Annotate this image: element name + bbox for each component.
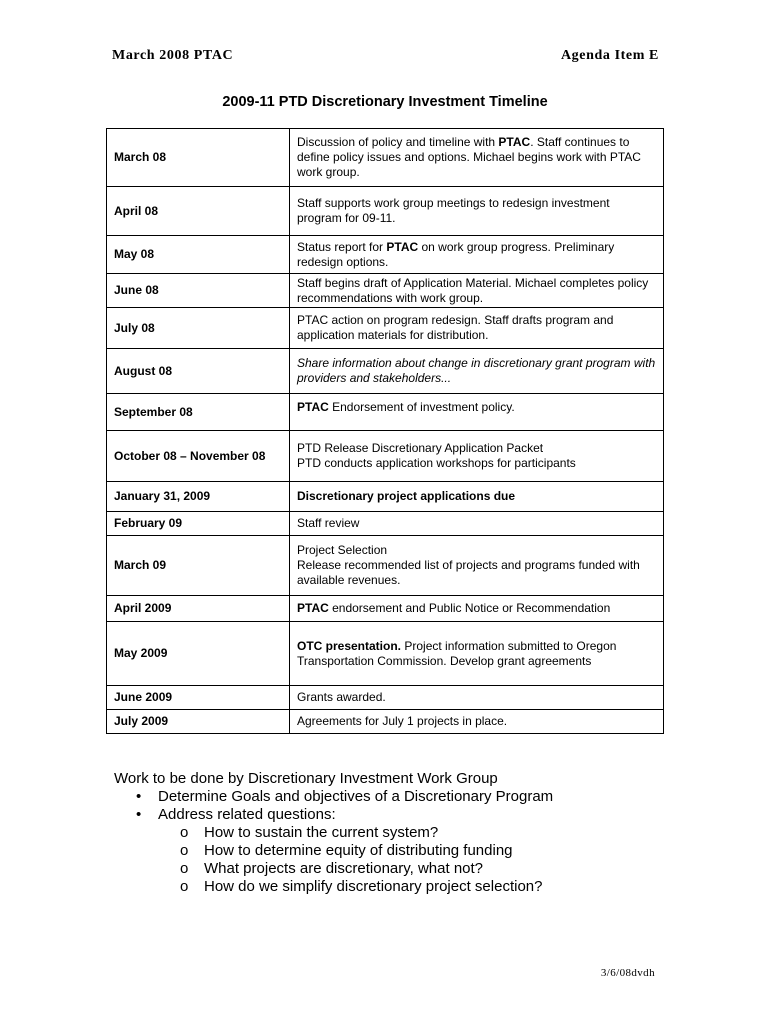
work-item-text: Determine Goals and objectives of a Discretionary Program [158, 788, 554, 805]
description-segment: PTAC [498, 135, 531, 149]
work-section [114, 770, 553, 896]
description-segment: on work group progress. Preliminary redesign options. [297, 239, 615, 269]
bullet-icon: • [136, 806, 142, 823]
description-segment: Staff supports work group meetings to redesign investment program for 09-11. [297, 196, 610, 225]
work-heading: Work to be done by Discretionary Investment Work Group [114, 770, 498, 787]
timeline-description [290, 236, 664, 274]
timeline-row [107, 431, 664, 482]
description-segment: PTD Release Discretionary Application Packet [297, 441, 544, 455]
description-segment: Share information about change in discretionary grant program with providers and stakeholders... [297, 356, 656, 385]
description-segment: Staff review [297, 516, 360, 530]
sub-bullet-icon: o [180, 878, 189, 895]
timeline-date: January 31, 2009 [107, 482, 290, 512]
timeline-date: September 08 [107, 394, 290, 431]
timeline-description [290, 129, 664, 187]
question-text: How to sustain the current system? [204, 824, 439, 841]
timeline-description [290, 187, 664, 236]
description-segment: . Staff continues to define policy issues and options. Michael begins work with PTAC work group. [297, 135, 641, 179]
timeline-date: July 08 [107, 308, 290, 349]
timeline-description [290, 536, 664, 596]
question-item [114, 878, 553, 896]
timeline-row [107, 512, 664, 536]
timeline-date: May 08 [107, 236, 290, 274]
timeline-row [107, 129, 664, 187]
description-segment: Project Selection [297, 543, 388, 557]
description-segment: Endorsement of investment policy. [328, 400, 515, 414]
timeline-description [290, 596, 664, 622]
timeline-description [290, 431, 664, 482]
description-segment: Release recommended list of projects and programs funded with available revenues. [297, 558, 640, 587]
description-segment: Discretionary project applications due [297, 489, 516, 503]
work-item [114, 788, 553, 806]
question-text: How to determine equity of distributing funding [204, 842, 513, 859]
description-segment: Project information submitted to Oregon Transportation Commission. Develop grant agreements [297, 638, 617, 668]
question-text: How do we simplify discretionary project selection? [204, 878, 543, 895]
timeline-row [107, 536, 664, 596]
timeline-row [107, 308, 664, 349]
work-item-text: Address related questions: [158, 806, 336, 823]
description-segment: endorsement and Public Notice or Recommendation [328, 601, 611, 615]
page-title: 2009-11 PTD Discretionary Investment Timeline [222, 94, 548, 110]
timeline-description [290, 274, 664, 308]
description-segment: PTAC [297, 400, 329, 414]
timeline-date: August 08 [107, 349, 290, 394]
description-segment: Grants awarded. [297, 690, 386, 704]
description-segment: OTC presentation. [297, 638, 402, 653]
description-segment: Status report for [297, 239, 387, 254]
timeline-description [290, 482, 664, 512]
timeline-description [290, 308, 664, 349]
sub-bullet-icon: o [180, 824, 189, 841]
description-segment: Agreements for July 1 projects in place. [297, 714, 508, 728]
bullet-icon: • [136, 788, 142, 805]
question-item [114, 842, 553, 860]
work-list [114, 788, 553, 896]
work-item [114, 806, 553, 824]
timeline-date: April 08 [107, 187, 290, 236]
timeline-row [107, 349, 664, 394]
description-segment: PTAC [386, 239, 419, 254]
timeline-table [106, 128, 664, 734]
timeline-row [107, 596, 664, 622]
timeline-date: March 09 [107, 536, 290, 596]
description-segment: PTAC action on program redesign. Staff drafts program and application materials for distribution. [297, 313, 614, 342]
timeline-description [290, 686, 664, 710]
timeline-description [290, 622, 664, 686]
timeline-date: July 2009 [107, 710, 290, 734]
sub-bullet-icon: o [180, 842, 189, 859]
timeline-description [290, 512, 664, 536]
description-segment: Staff begins draft of Application Material. Michael completes policy recommendations with work group. [297, 275, 649, 305]
question-text: What projects are discretionary, what not? [204, 860, 484, 877]
timeline-row [107, 274, 664, 308]
timeline-date: June 08 [107, 274, 290, 308]
timeline-row [107, 710, 664, 734]
timeline-row [107, 236, 664, 274]
timeline-row [107, 187, 664, 236]
timeline-description [290, 349, 664, 394]
timeline-row [107, 686, 664, 710]
timeline-description [290, 394, 664, 431]
timeline-date: May 2009 [107, 622, 290, 686]
header-left: March 2008 PTAC [112, 48, 234, 63]
timeline-date: March 08 [107, 129, 290, 187]
timeline-date: February 09 [107, 512, 290, 536]
timeline-date: October 08 – November 08 [107, 431, 290, 482]
timeline-row [107, 622, 664, 686]
timeline-row [107, 394, 664, 431]
footer-date: 3/6/08dvdh [600, 967, 655, 979]
question-item [114, 824, 553, 842]
header-right: Agenda Item E [560, 48, 659, 63]
description-segment: PTAC [297, 601, 329, 615]
timeline-date: April 2009 [107, 596, 290, 622]
description-segment: PTD conducts application workshops for participants [297, 456, 576, 470]
timeline-date: June 2009 [107, 686, 290, 710]
description-segment: Discussion of policy and timeline with [297, 135, 499, 149]
question-item [114, 860, 553, 878]
timeline-description [290, 710, 664, 734]
timeline-row [107, 482, 664, 512]
sub-bullet-icon: o [180, 860, 189, 877]
